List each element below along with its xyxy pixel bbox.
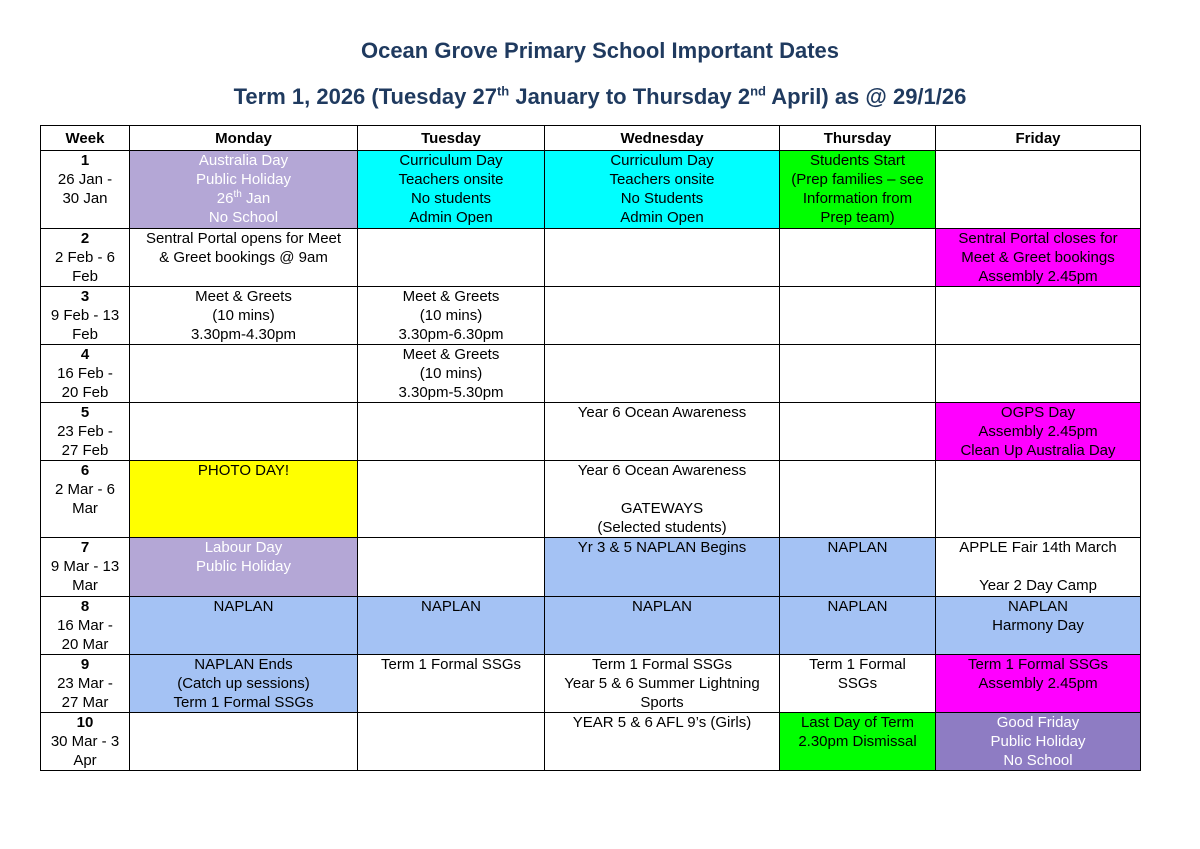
cell-text: Information from [802,190,913,207]
week-dates: Mar [72,577,98,594]
day-cell-monday [130,713,358,771]
day-cell-tuesday [358,345,545,403]
dates-table [40,125,1141,771]
cell-text: Sentral Portal closes for [958,230,1118,247]
day-cell-tuesday [358,151,545,229]
day-cell-tuesday [358,713,545,771]
cell-text: Australia Day [198,152,289,169]
day-cell-friday [936,597,1141,655]
cell-text: Curriculum Day [610,152,714,169]
week-cell [41,461,130,538]
cell-text: No Students [620,190,704,207]
day-cell-wednesday [545,461,780,538]
table-header-row [41,126,1141,151]
table-row [41,403,1141,461]
day-cell-wednesday [545,538,780,597]
cell-text: SSGs [837,675,878,692]
cell-text: Assembly 2.45pm [978,268,1098,285]
day-cell-friday [936,287,1141,345]
day-cell-monday [130,461,358,538]
cell-text: Good Friday [996,714,1080,731]
table-row [41,229,1141,287]
cell-text: Prep team) [820,209,895,226]
cell-text: Admin Open [409,209,493,226]
cell-text: Meet & Greets [402,288,500,305]
day-cell-monday [130,538,358,597]
cell-text: Harmony Day [992,617,1084,634]
table-row [41,597,1141,655]
week-dates: 27 Feb [61,442,109,459]
week-dates: Feb [72,268,98,285]
week-dates: 23 Mar - [57,675,113,692]
day-cell-thursday [780,538,936,597]
cell-text: Meet & Greets [402,346,500,363]
table-row [41,713,1141,771]
week-cell [41,597,130,655]
cell-text: Assembly 2.45pm [978,423,1098,440]
cell-text: 3.30pm-6.30pm [398,326,504,343]
cell-text: 26th Jan [216,189,271,207]
cell-text: NAPLAN [827,539,888,556]
column-header-monday: Monday [130,126,358,151]
cell-text: Term 1 Formal SSGs [967,656,1109,673]
day-cell-wednesday [545,287,780,345]
cell-text: Public Holiday [195,171,292,188]
cell-text: (Prep families – see [791,171,924,188]
table-row [41,151,1141,229]
table-row [41,538,1141,597]
week-dates: 23 Feb - [57,423,113,440]
day-cell-monday [130,655,358,713]
cell-text: Year 6 Ocean Awareness [577,404,747,421]
day-cell-monday [130,287,358,345]
cell-text: NAPLAN Ends [194,656,293,673]
cell-text: GATEWAYS [620,500,704,517]
week-dates: 16 Feb - [57,365,113,382]
day-cell-tuesday [358,461,545,538]
week-dates: Mar [72,500,98,517]
week-dates: Feb [72,326,98,343]
day-cell-wednesday [545,403,780,461]
cell-text: OGPS Day [1000,404,1076,421]
week-number: 5 [80,404,90,421]
column-header-week: Week [41,126,130,151]
week-number: 2 [80,230,90,247]
column-header-thursday: Thursday [780,126,936,151]
cell-text: NAPLAN [213,598,274,615]
week-cell [41,713,130,771]
cell-text: Clean Up Australia Day [960,442,1116,459]
week-dates: 26 Jan - [57,171,113,188]
week-number: 10 [76,714,94,731]
cell-text: Assembly 2.45pm [978,675,1098,692]
cell-text: PHOTO DAY! [197,462,290,479]
day-cell-tuesday [358,538,545,597]
cell-text [939,557,1137,576]
cell-text: NAPLAN [420,598,482,615]
cell-text: (10 mins) [419,365,483,382]
cell-text: Public Holiday [990,733,1086,750]
table-row [41,287,1141,345]
week-dates: 2 Mar - 6 [54,481,115,498]
day-cell-wednesday [545,229,780,287]
day-cell-wednesday [545,655,780,713]
day-cell-friday [936,403,1141,461]
cell-text: Labour Day [204,539,283,556]
day-cell-thursday [780,151,936,229]
day-cell-monday [130,597,358,655]
column-header-friday: Friday [936,126,1141,151]
table-row [41,345,1141,403]
cell-text: & Greet bookings @ 9am [159,249,328,266]
cell-text: NAPLAN [1007,598,1069,615]
cell-text: Term 1 Formal SSGs [591,656,733,673]
cell-text: Term 1 Formal [809,656,906,673]
table-row [41,461,1141,538]
day-cell-tuesday [358,403,545,461]
cell-text: (10 mins) [419,307,483,324]
cell-text: Meet & Greets [195,288,292,305]
day-cell-thursday [780,655,936,713]
week-number: 7 [80,539,90,556]
cell-text: Last Day of Term [800,714,915,731]
day-cell-thursday [780,287,936,345]
day-cell-wednesday [545,345,780,403]
day-cell-wednesday [545,151,780,229]
cell-text: (Catch up sessions) [177,675,310,692]
cell-text: Sports [640,694,684,711]
week-number: 3 [80,288,90,305]
cell-text: NAPLAN [631,598,693,615]
cell-text: Year 5 & 6 Summer Lightning [564,675,760,692]
week-dates: 20 Feb [61,384,109,401]
cell-text: NAPLAN [827,598,888,615]
cell-text: YEAR 5 & 6 AFL 9’s (Girls) [572,714,752,731]
week-cell [41,655,130,713]
cell-text: Teachers onsite [609,171,715,188]
day-cell-friday [936,655,1141,713]
table-body [41,151,1141,771]
day-cell-thursday [780,403,936,461]
document-title: Ocean Grove Primary School Important Dates [360,38,840,63]
cell-text: APPLE Fair 14th March [959,539,1117,556]
day-cell-friday [936,151,1141,229]
cell-text: No School [208,209,279,226]
cell-text: 2.30pm Dismissal [798,733,917,750]
cell-text: Curriculum Day [399,152,503,169]
day-cell-tuesday [358,287,545,345]
day-cell-tuesday [358,229,545,287]
week-dates: 20 Mar [61,636,109,653]
week-dates: 9 Mar - 13 [50,558,120,575]
day-cell-friday [936,461,1141,538]
day-cell-thursday [780,229,936,287]
week-dates: 30 Mar - 3 [50,733,120,750]
cell-text: Public Holiday [195,558,292,575]
week-cell [41,229,130,287]
week-dates: 9 Feb - 13 [50,307,120,324]
cell-text: (Selected students) [597,519,727,536]
week-dates: Apr [73,752,97,769]
cell-text: Term 1 Formal SSGs [173,694,314,711]
week-number: 9 [80,656,90,673]
cell-text: No School [1003,752,1073,769]
cell-text: (10 mins) [212,307,275,324]
day-cell-thursday [780,713,936,771]
cell-text: Students Start [809,152,906,169]
column-header-tuesday: Tuesday [358,126,545,151]
week-number: 8 [80,598,90,615]
cell-text: 3.30pm-5.30pm [398,384,504,401]
day-cell-monday [130,151,358,229]
day-cell-friday [936,538,1141,597]
day-cell-friday [936,345,1141,403]
cell-text: 3.30pm-4.30pm [190,326,297,343]
day-cell-wednesday [545,713,780,771]
week-cell [41,538,130,597]
cell-text: Teachers onsite [398,171,504,188]
cell-text: Sentral Portal opens for Meet [145,230,342,247]
week-dates: 16 Mar - [57,617,113,634]
day-cell-tuesday [358,597,545,655]
cell-text: Year 2 Day Camp [979,577,1097,594]
cell-text: Yr 3 & 5 NAPLAN Begins [577,539,747,556]
cell-text: Meet & Greet bookings [961,249,1115,266]
document-subtitle: Term 1, 2026 (Tuesday 27th January to Thursday 2nd April) as @ 29/1/26 [233,83,967,109]
week-dates: 2 Feb - 6 [54,249,116,266]
cell-text [548,480,776,499]
day-cell-monday [130,345,358,403]
day-cell-thursday [780,597,936,655]
cell-text: Admin Open [620,209,704,226]
week-cell [41,151,130,229]
week-dates: 27 Mar [61,694,109,711]
week-number: 1 [80,152,90,169]
day-cell-thursday [780,461,936,538]
day-cell-friday [936,229,1141,287]
week-cell [41,287,130,345]
week-cell [41,403,130,461]
day-cell-tuesday [358,655,545,713]
day-cell-thursday [780,345,936,403]
table-row [41,655,1141,713]
column-header-wednesday: Wednesday [545,126,780,151]
cell-text: No students [410,190,492,207]
day-cell-monday [130,403,358,461]
day-cell-monday [130,229,358,287]
week-dates: 30 Jan [62,190,108,207]
week-number: 4 [80,346,90,363]
day-cell-wednesday [545,597,780,655]
day-cell-friday [936,713,1141,771]
cell-text: Year 6 Ocean Awareness [577,462,747,479]
week-cell [41,345,130,403]
cell-text: Term 1 Formal SSGs [380,656,522,673]
week-number: 6 [80,462,90,479]
